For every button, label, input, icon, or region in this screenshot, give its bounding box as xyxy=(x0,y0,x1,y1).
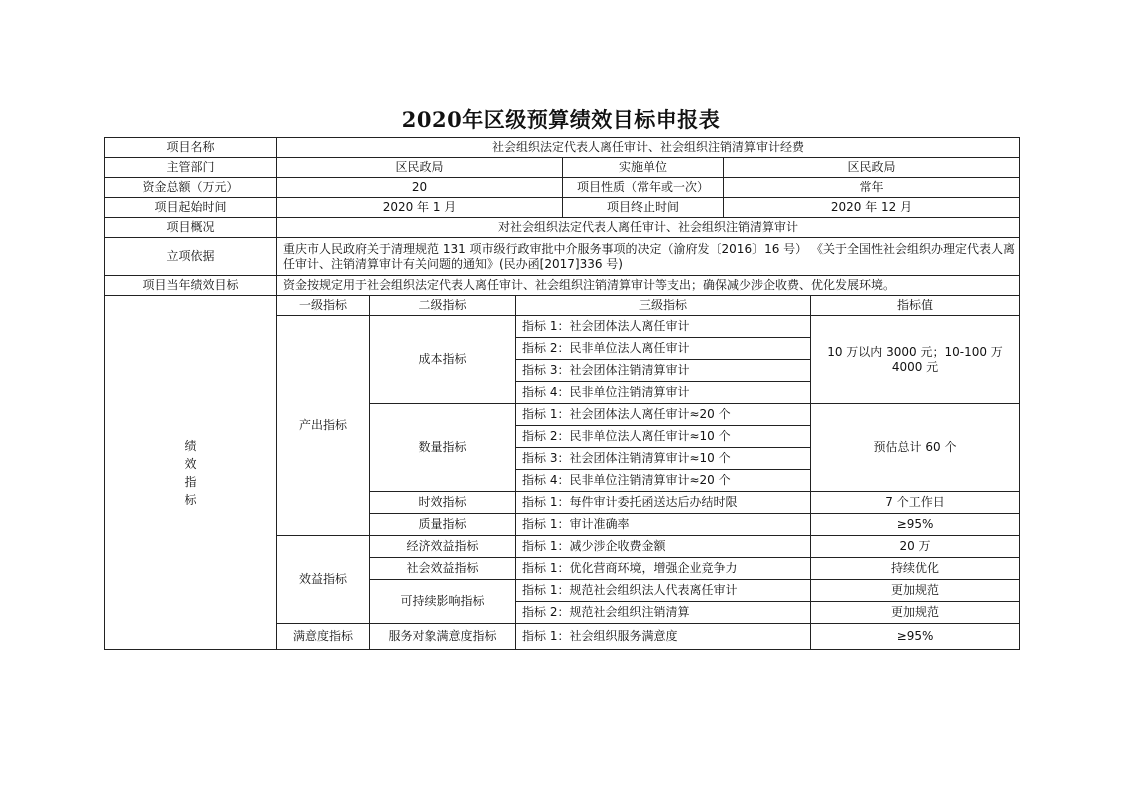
end-value: 2020 年 12 月 xyxy=(724,198,1020,218)
row-dates xyxy=(105,198,1020,218)
time-item: 指标 1：每件审计委托函送达后办结时限 xyxy=(516,492,811,514)
quantity-indicator-label: 数量指标 xyxy=(370,404,516,492)
quality-item: 指标 1：审计准确率 xyxy=(516,514,811,536)
header-level2: 二级指标 xyxy=(370,296,516,316)
quantity-item: 指标 4：民非单位注销清算审计≈20 个 xyxy=(516,470,811,492)
page-title: 2020年区级预算绩效目标申报表 xyxy=(401,107,721,132)
time-indicator-label: 时效指标 xyxy=(370,492,516,514)
cost-value: 10 万以内 3000 元；10-100 万 4000 元 xyxy=(811,316,1020,404)
row-goal xyxy=(105,276,1020,296)
cost-item: 指标 4：民非单位注销清算审计 xyxy=(516,382,811,404)
economic-value: 20 万 xyxy=(811,536,1020,558)
satisfaction-indicator-label: 满意度指标 xyxy=(277,624,370,650)
output-indicator-label: 产出指标 xyxy=(277,316,370,536)
economic-indicator-label: 经济效益指标 xyxy=(370,536,516,558)
cost-item: 指标 2：民非单位法人离任审计 xyxy=(516,338,811,360)
sustain-indicator-label: 可持续影响指标 xyxy=(370,580,516,624)
project-name-label: 项目名称 xyxy=(105,138,277,158)
service-indicator-label: 服务对象满意度指标 xyxy=(370,624,516,650)
cost-indicator-label: 成本指标 xyxy=(370,316,516,404)
row-overview xyxy=(105,218,1020,238)
row-basis xyxy=(105,238,1020,276)
performance-indicator-side-label xyxy=(105,296,277,650)
header-value: 指标值 xyxy=(811,296,1020,316)
basis-value: 重庆市人民政府关于清理规范 131 项市级行政审批中介服务事项的决定（渝府发〔2016〕16 号） 《关于全国性社会组织办理定代表人离任审计、注销清算审计有关问题的通知》(民办函[2017]336 号) xyxy=(277,238,1020,276)
funds-label: 资金总额（万元） xyxy=(105,178,277,198)
row-project-name xyxy=(105,138,1020,158)
header-level1: 一级指标 xyxy=(277,296,370,316)
row-funds xyxy=(105,178,1020,198)
quantity-item: 指标 1：社会团体法人离任审计≈20 个 xyxy=(516,404,811,426)
sustain-value: 更加规范 xyxy=(811,602,1020,624)
economic-item: 指标 1：减少涉企收费金额 xyxy=(516,536,811,558)
satisfaction-item: 指标 1：社会组织服务满意度 xyxy=(516,624,811,650)
cost-item: 指标 1：社会团体法人离任审计 xyxy=(516,316,811,338)
funds-value: 20 xyxy=(277,178,563,198)
social-item: 指标 1：优化营商环境，增强企业竞争力 xyxy=(516,558,811,580)
end-label: 项目终止时间 xyxy=(563,198,724,218)
quantity-item: 指标 3：社会团体注销清算审计≈10 个 xyxy=(516,448,811,470)
goal-value: 资金按规定用于社会组织法定代表人离任审计、社会组织注销清算审计等支出；确保减少涉企收费、优化发展环境。 xyxy=(277,276,1020,296)
social-value: 持续优化 xyxy=(811,558,1020,580)
sustain-item: 指标 1：规范社会组织法人代表离任审计 xyxy=(516,580,811,602)
cost-item: 指标 3：社会团体注销清算审计 xyxy=(516,360,811,382)
start-label: 项目起始时间 xyxy=(105,198,277,218)
side-char: 效 xyxy=(184,456,197,471)
benefit-indicator-label: 效益指标 xyxy=(277,536,370,624)
row-department xyxy=(105,158,1020,178)
side-char: 指 xyxy=(184,474,197,489)
side-char: 绩 xyxy=(184,438,197,453)
quantity-value: 预估总计 60 个 xyxy=(811,404,1020,492)
department-label: 主管部门 xyxy=(105,158,277,178)
side-char: 标 xyxy=(184,492,197,507)
indicator-header-row xyxy=(105,296,1020,316)
project-name-value: 社会组织法定代表人离任审计、社会组织注销清算审计经费 xyxy=(277,138,1020,158)
implementer-value: 区民政局 xyxy=(724,158,1020,178)
header-level3: 三级指标 xyxy=(516,296,811,316)
time-value: 7 个工作日 xyxy=(811,492,1020,514)
nature-value: 常年 xyxy=(724,178,1020,198)
quantity-item: 指标 2：民非单位法人离任审计≈10 个 xyxy=(516,426,811,448)
sustain-item: 指标 2：规范社会组织注销清算 xyxy=(516,602,811,624)
quality-indicator-label: 质量指标 xyxy=(370,514,516,536)
implementer-label: 实施单位 xyxy=(563,158,724,178)
overview-value: 对社会组织法定代表人离任审计、社会组织注销清算审计 xyxy=(277,218,1020,238)
social-indicator-label: 社会效益指标 xyxy=(370,558,516,580)
nature-label: 项目性质（常年或一次） xyxy=(563,178,724,198)
budget-table xyxy=(104,137,1020,650)
goal-label: 项目当年绩效目标 xyxy=(105,276,277,296)
sustain-value: 更加规范 xyxy=(811,580,1020,602)
start-value: 2020 年 1 月 xyxy=(277,198,563,218)
basis-label: 立项依据 xyxy=(105,238,277,276)
satisfaction-value: ≥95% xyxy=(811,624,1020,650)
department-value: 区民政局 xyxy=(277,158,563,178)
quality-value: ≥95% xyxy=(811,514,1020,536)
overview-label: 项目概况 xyxy=(105,218,277,238)
